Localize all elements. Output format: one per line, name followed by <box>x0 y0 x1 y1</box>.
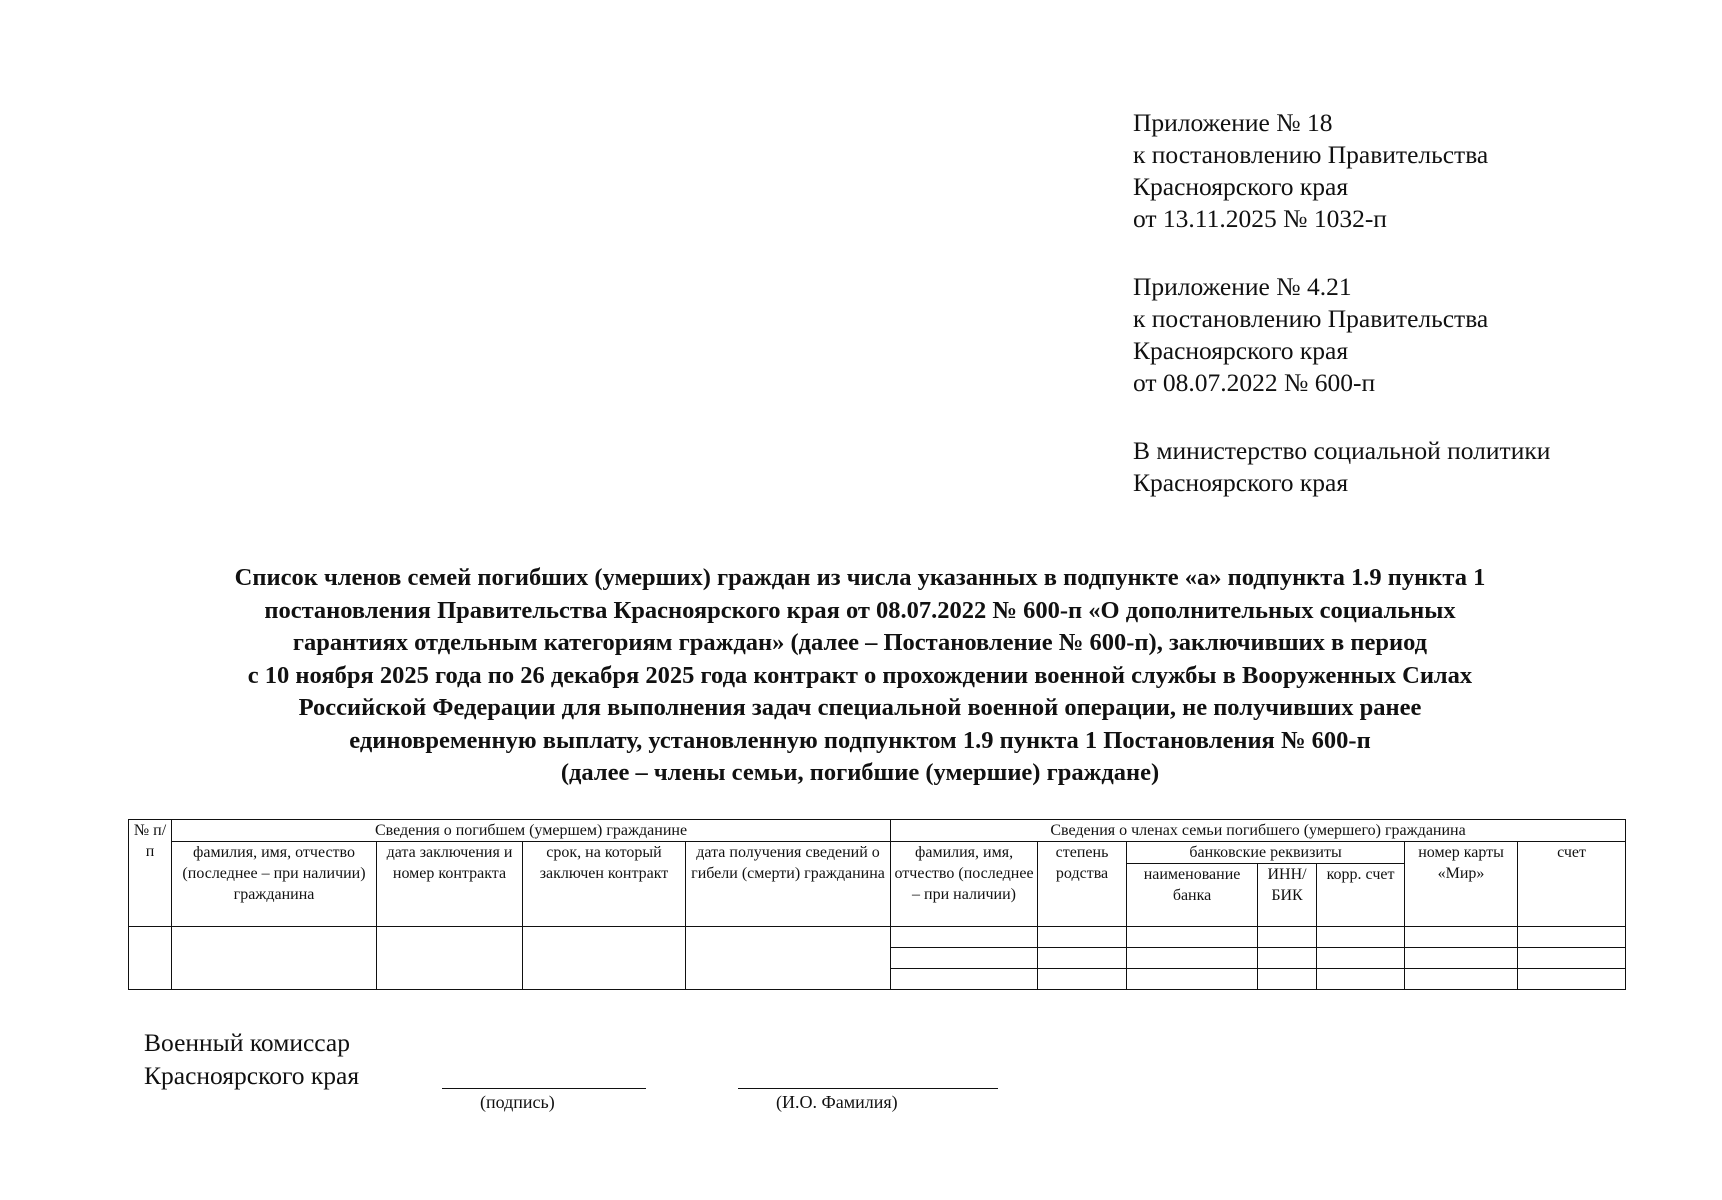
title-line: единовременную выплату, установленную подпунктом 1.9 пункта 1 Постановления № 600-п <box>349 726 1371 754</box>
table-cell[interactable] <box>891 927 1038 948</box>
header-family-name: фамилия, имя, отчество (последнее – при наличии) <box>891 842 1038 927</box>
table-cell[interactable] <box>1405 927 1518 948</box>
title-line: Российской Федерации для выполнения задач специальной военной операции, не получивших ранее <box>298 694 1422 721</box>
table-cell[interactable] <box>1405 948 1518 969</box>
recipient-block <box>1133 435 1550 499</box>
table-cell[interactable] <box>1038 927 1127 948</box>
table-cell[interactable] <box>1127 927 1258 948</box>
table-cell[interactable] <box>1038 969 1127 990</box>
signer-block <box>144 1026 359 1092</box>
annex-line: Красноярского края <box>1133 336 1349 365</box>
table-cell[interactable] <box>1405 969 1518 990</box>
signature-caption: (подпись) <box>480 1092 555 1112</box>
table-cell[interactable] <box>1258 927 1317 948</box>
table-cell[interactable] <box>523 927 686 990</box>
title-line: (далее – члены семьи, погибшие (умершие) граждане) <box>560 759 1160 786</box>
table-row <box>129 927 1626 948</box>
family-members-table <box>128 819 1626 990</box>
annex-line: к постановлению Правительства <box>1133 304 1489 333</box>
table-cell[interactable] <box>172 927 377 990</box>
name-caption: (И.О. Фамилия) <box>776 1092 898 1112</box>
header-group-deceased: Сведения о погибшем (умершем) гражданине <box>172 820 891 842</box>
table-cell[interactable] <box>1127 969 1258 990</box>
signature-line[interactable] <box>442 1088 646 1089</box>
table-cell[interactable] <box>891 969 1038 990</box>
table-cell[interactable] <box>1258 969 1317 990</box>
name-line[interactable] <box>738 1088 998 1089</box>
header-death-info-date: дата получения сведений о гибели (смерти) гражданина <box>686 842 891 927</box>
table-cell[interactable] <box>891 948 1038 969</box>
header-bank-name: наименование банка <box>1127 864 1258 927</box>
header-contract-date: дата заключения и номер контракта <box>377 842 523 927</box>
header-relation: степень родства <box>1038 842 1127 927</box>
recipient-line: Красноярского края <box>1133 468 1349 497</box>
table-cell[interactable] <box>129 927 172 990</box>
document-title <box>110 562 1610 790</box>
signer-line: Военный комиссар <box>144 1028 350 1057</box>
table-cell[interactable] <box>377 927 523 990</box>
title-line: с 10 ноября 2025 года по 26 декабря 2025 года контракт о прохождении военной службы в Вооруженных Силах <box>247 661 1473 689</box>
table-cell[interactable] <box>1518 927 1626 948</box>
header-account: счет <box>1518 842 1626 927</box>
header-mir-card: номер карты «Мир» <box>1405 842 1518 927</box>
table-cell[interactable] <box>1038 948 1127 969</box>
signer-line: Красноярского края <box>144 1061 360 1090</box>
title-line: постановления Правительства Красноярского края от 08.07.2022 № 600-п «О дополнительных социальных <box>264 596 1456 624</box>
table-cell[interactable] <box>1518 969 1626 990</box>
annex-line: Приложение № 4.21 <box>1133 272 1352 301</box>
header-num: № п/п <box>129 820 172 927</box>
table-cell[interactable] <box>1518 948 1626 969</box>
header-corr-account: корр. счет <box>1317 864 1405 927</box>
annex-4-21-header <box>1133 271 1488 399</box>
table-cell[interactable] <box>686 927 891 990</box>
annex-18-header <box>1133 107 1488 235</box>
header-group-family: Сведения о членах семьи погибшего (умершего) гражданина <box>891 820 1626 842</box>
annex-line: Приложение № 18 <box>1133 108 1333 137</box>
table-cell[interactable] <box>1258 948 1317 969</box>
table-cell[interactable] <box>1317 969 1405 990</box>
recipient-line: В министерство социальной политики <box>1133 436 1551 465</box>
table-cell[interactable] <box>1317 927 1405 948</box>
header-bank-details: банковские реквизиты <box>1127 842 1405 864</box>
annex-line: от 13.11.2025 № 1032-п <box>1133 204 1387 233</box>
annex-line: от 08.07.2022 № 600-п <box>1133 368 1376 397</box>
annex-line: к постановлению Правительства <box>1133 140 1489 169</box>
header-contract-term: срок, на который заключен контракт <box>523 842 686 927</box>
title-line: Список членов семей погибших (умерших) граждан из числа указанных в подпункте «а» подпункта 1.9 пункта 1 <box>234 564 1486 591</box>
header-inn-bik: ИНН/ БИК <box>1258 864 1317 927</box>
header-deceased-name: фамилия, имя, отчество (последнее – при наличии) гражданина <box>172 842 377 927</box>
table-cell[interactable] <box>1317 948 1405 969</box>
table-cell[interactable] <box>1127 948 1258 969</box>
annex-line: Красноярского края <box>1133 172 1349 201</box>
title-line: гарантиях отдельным категориям граждан» (далее – Постановление № 600-п), заключивших в период <box>292 629 1428 656</box>
